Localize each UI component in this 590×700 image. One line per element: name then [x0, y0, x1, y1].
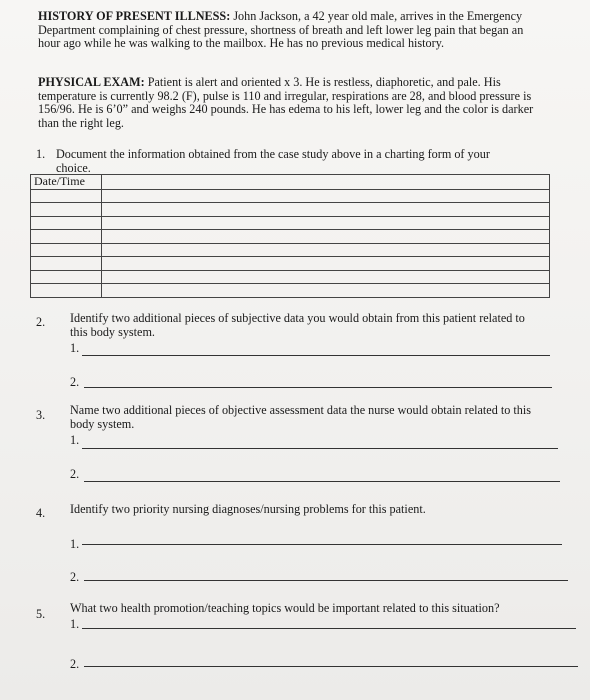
- question-5-answer-2-line[interactable]: [84, 666, 578, 667]
- chart-cell[interactable]: [102, 243, 550, 257]
- question-3-answer-1-label: 1.: [70, 433, 80, 447]
- exam-text: Patient is alert and oriented x 3. He is restless, diaphoretic, and pale. His temperature is currently 98.2 (F), pulse is 110 and irregular, respirations are 28, and blood pressure is 156/96. He is 6’0” and weighs 240 pounds. He has edema to his left, lower leg and the color is darker than the right leg.: [38, 75, 534, 130]
- date-time-header: Date/Time: [31, 175, 102, 190]
- question-2-text: Identify two additional pieces of subjective data you would obtain from this patient related to this body system.: [70, 311, 525, 339]
- charting-form-table: [30, 174, 550, 298]
- chart-cell[interactable]: [31, 243, 102, 257]
- question-1-text: Document the information obtained from the case study above in a charting form of your choice.: [56, 147, 490, 175]
- question-5-answer-1-line[interactable]: [82, 628, 576, 629]
- chart-cell[interactable]: [31, 230, 102, 244]
- question-4-text: Identify two priority nursing diagnoses/nursing problems for this patient.: [70, 502, 426, 516]
- chart-cell[interactable]: [102, 230, 550, 244]
- question-5-answer-1-label: 1.: [70, 617, 80, 631]
- question-4-answer-2-label: 2.: [70, 570, 80, 584]
- chart-cell[interactable]: [102, 284, 550, 298]
- question-3-answer-1-line[interactable]: [82, 448, 558, 449]
- physical-exam: [38, 76, 548, 130]
- question-2-number: 2.: [36, 315, 46, 329]
- question-5-answer-2-label: 2.: [70, 657, 80, 671]
- hpi-heading: HISTORY OF PRESENT ILLNESS:: [38, 9, 231, 23]
- question-4-number: 4.: [36, 506, 46, 520]
- question-3-answer-2-line[interactable]: [84, 481, 560, 482]
- question-4-answer-1-label: 1.: [70, 537, 80, 551]
- question-3-text: Name two additional pieces of objective assessment data the nurse would obtain related to this body system.: [70, 403, 531, 431]
- chart-cell[interactable]: [102, 216, 550, 230]
- question-2-answer-1-line[interactable]: [82, 355, 550, 356]
- chart-cell[interactable]: [102, 270, 550, 284]
- chart-cell[interactable]: [31, 203, 102, 217]
- question-5-text: What two health promotion/teaching topics would be important related to this situation?: [70, 601, 500, 615]
- question-2-answer-1-label: 1.: [70, 341, 80, 355]
- question-1-number: 1.: [36, 147, 46, 161]
- chart-cell[interactable]: [102, 257, 550, 271]
- question-2-answer-2-label: 2.: [70, 375, 80, 389]
- history-of-present-illness: [38, 10, 548, 51]
- chart-cell[interactable]: [31, 257, 102, 271]
- hpi-text: John Jackson, a 42 year old male, arrives in the Emergency Department complaining of chest pressure, shortness of breath and left lower leg pain that began an hour ago while he was walking to the mailbox. He has no previous medical history.: [38, 9, 524, 51]
- chart-cell[interactable]: [31, 189, 102, 203]
- question-4-answer-2-line[interactable]: [84, 580, 568, 581]
- exam-heading: PHYSICAL EXAM:: [38, 75, 145, 89]
- chart-cell[interactable]: [102, 189, 550, 203]
- question-5-number: 5.: [36, 607, 46, 621]
- question-3-answer-2-label: 2.: [70, 467, 80, 481]
- chart-cell[interactable]: [31, 270, 102, 284]
- chart-cell[interactable]: [31, 216, 102, 230]
- chart-cell[interactable]: [102, 175, 550, 190]
- chart-cell[interactable]: [102, 203, 550, 217]
- chart-cell[interactable]: [31, 284, 102, 298]
- question-2-answer-2-line[interactable]: [84, 387, 552, 388]
- question-3-number: 3.: [36, 408, 46, 422]
- question-4-answer-1-line[interactable]: [82, 544, 562, 545]
